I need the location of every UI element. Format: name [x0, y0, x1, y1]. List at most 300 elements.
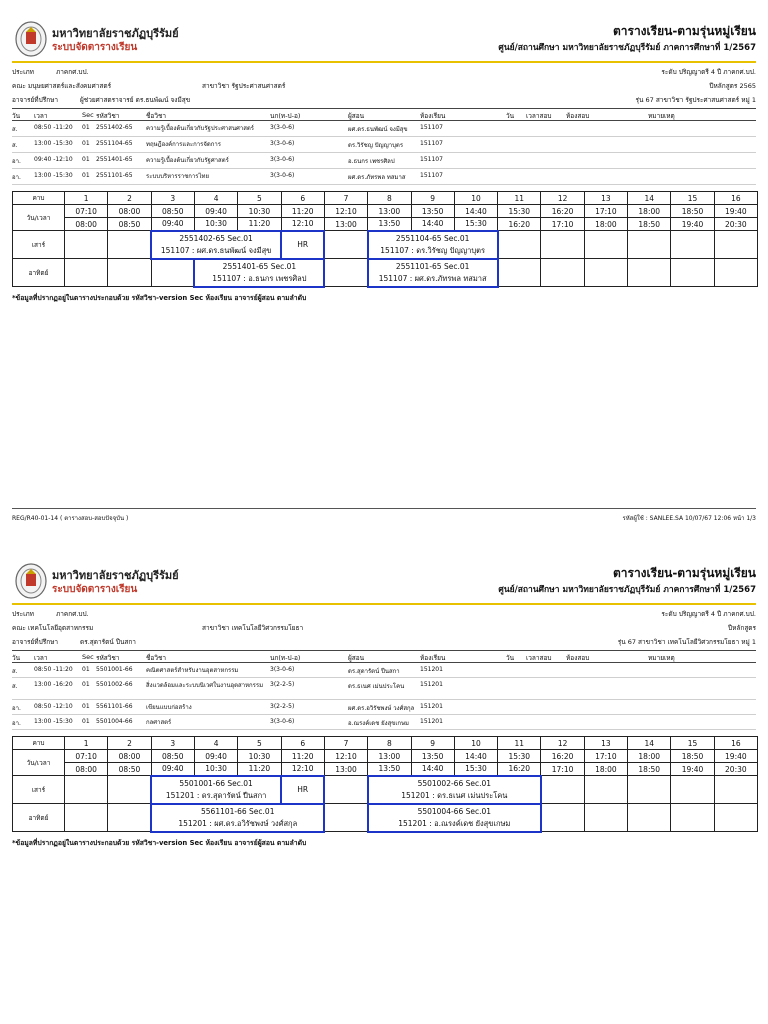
period-start-time: 13:00	[368, 205, 411, 218]
period-start-time: 11:20	[281, 205, 324, 218]
system-name: ระบบจัดตารางเรียน	[52, 584, 138, 595]
col-room: ห้องเรียน	[420, 112, 446, 120]
cohort-text: รุ่น 67 สาขาวิชา รัฐประศาสนศาสตร์ หมู่ 1	[635, 96, 756, 104]
course-list	[12, 121, 756, 185]
course-day: ส.	[12, 668, 18, 675]
timetable-grid	[12, 736, 758, 833]
sheet-header	[12, 560, 756, 606]
period-number: 4	[194, 192, 237, 205]
empty-slot	[584, 804, 627, 832]
course-table-header	[12, 650, 756, 663]
col-teacher: ผู้สอน	[348, 112, 365, 120]
homeroom-slot: HR	[281, 231, 324, 259]
schedule-sheet	[12, 18, 756, 303]
period-start-time: 11:20	[281, 750, 324, 763]
empty-slot	[541, 231, 584, 259]
period-end-time: 17:10	[541, 218, 584, 231]
empty-slot	[628, 231, 671, 259]
type-label: ประเภท	[12, 610, 34, 618]
class-block-detail: 151201 : อ.ณรงค์เดช ยังสุขเกษม	[398, 818, 511, 828]
course-hours: 3(2-2-5)	[270, 703, 295, 710]
period-number: 5	[238, 737, 281, 750]
empty-slot	[584, 259, 627, 287]
course-hours: 3(3-0-6)	[270, 666, 295, 673]
period-start-time: 18:50	[671, 205, 714, 218]
course-day: ส.	[12, 683, 18, 690]
empty-slot	[714, 776, 757, 804]
class-block-detail: 151201 : ดร.สุดารัตน์ ปืนสกา	[165, 790, 267, 800]
type-value: ภาคกศ.บป.	[56, 610, 89, 618]
course-teacher: ผศ.ดร.ธนพัฒน์ จงมีสุข	[348, 126, 408, 133]
period-start-time: 07:10	[65, 750, 108, 763]
period-end-time: 14:40	[411, 218, 454, 231]
class-block	[194, 259, 324, 287]
period-start-time: 17:10	[584, 205, 627, 218]
period-number: 8	[368, 192, 411, 205]
class-block	[368, 804, 541, 832]
period-end-time: 18:50	[628, 218, 671, 231]
course-name: ทฤษฎีองค์การและการจัดการ	[146, 141, 221, 148]
period-start-time: 14:40	[454, 205, 497, 218]
period-number: 2	[108, 737, 151, 750]
course-code: 2551401-65	[96, 156, 133, 163]
cohort-text: รุ่น 67 สาขาวิชา เทคโนโลยีวิศวกรรมโยธา หมู่ 1	[617, 638, 756, 646]
page-footer	[12, 508, 756, 520]
course-row	[12, 700, 756, 715]
course-row	[12, 678, 756, 700]
period-end-time: 08:50	[108, 763, 151, 776]
col-code: รหัสวิชา	[96, 112, 120, 120]
period-end-time: 13:00	[324, 763, 367, 776]
document-subtitle: ศูนย์/สถานศึกษา มหาวิทยาลัยราชภัฏบุรีรัมย์ ภาคการศึกษาที่ 1/2567	[498, 585, 756, 595]
period-end-time: 12:10	[281, 218, 324, 231]
empty-slot	[65, 776, 108, 804]
period-start-time: 19:40	[714, 205, 757, 218]
empty-slot	[714, 804, 757, 832]
class-block	[368, 776, 541, 804]
period-start-time: 18:00	[628, 750, 671, 763]
course-teacher: ดร.ธเนศ เม่นประโคน	[348, 683, 405, 690]
course-day: อา.	[12, 174, 21, 181]
course-name: สิ่งแวดล้อมและระบบนิเวศในงานอุตสาหกรรม	[146, 682, 264, 689]
col-hours: นก(ท-ป-อ)	[270, 654, 301, 662]
daytime-label: วัน/เวลา	[13, 750, 65, 776]
course-name: กลศาสตร์	[146, 719, 172, 726]
type-label: ประเภท	[12, 68, 34, 76]
advisor-label: อาจารย์ที่ปรึกษา	[12, 96, 59, 104]
course-room: 151201	[420, 666, 443, 673]
type-value: ภาคกศ.บป.	[56, 68, 89, 76]
course-sec: 01	[82, 666, 90, 673]
course-time: 08:50 -11:20	[34, 666, 73, 673]
course-day: อา.	[12, 720, 21, 727]
sheet-header	[12, 18, 756, 64]
period-start-time: 08:50	[151, 750, 194, 763]
period-start-time: 15:30	[498, 205, 541, 218]
footer-user-info: รหัสผู้ใช้ : SANLEE.SA 10/07/67 12:06 หน้า 1/3	[622, 515, 756, 522]
col-name: ชื่อวิชา	[146, 654, 167, 662]
period-end-time: 12:10	[281, 763, 324, 776]
period-start-time: 08:50	[151, 205, 194, 218]
system-name: ระบบจัดตารางเรียน	[52, 42, 138, 53]
period-end-time: 11:20	[238, 218, 281, 231]
col-time: เวลา	[34, 112, 48, 120]
col-day: วัน	[12, 112, 21, 120]
level-text: ระดับ ปริญญาตรี 4 ปี ภาคกศ.บป.	[661, 68, 756, 76]
period-start-time: 08:00	[108, 750, 151, 763]
period-start-time: 13:50	[411, 205, 454, 218]
course-code: 5501004-66	[96, 718, 133, 725]
course-sec: 01	[82, 172, 90, 179]
period-number: 13	[584, 737, 627, 750]
empty-slot	[541, 804, 584, 832]
document-title: ตารางเรียน-ตามรุ่นหมู่เรียน	[612, 24, 756, 38]
empty-slot	[65, 231, 108, 259]
empty-slot	[108, 231, 151, 259]
course-room: 151201	[420, 703, 443, 710]
empty-slot	[584, 776, 627, 804]
course-time: 08:50 -11:20	[34, 124, 73, 131]
info-row-advisor	[12, 92, 756, 106]
class-block-code: 2551101-65 Sec.01	[395, 261, 470, 271]
empty-slot	[584, 231, 627, 259]
period-end-time: 20:30	[714, 218, 757, 231]
period-number: 12	[541, 192, 584, 205]
empty-slot	[498, 259, 541, 287]
document-subtitle: ศูนย์/สถานศึกษา มหาวิทยาลัยราชภัฏบุรีรัมย์ ภาคการศึกษาที่ 1/2567	[498, 43, 756, 53]
empty-slot	[671, 231, 714, 259]
period-number: 14	[628, 737, 671, 750]
course-name: ความรู้เบื้องต้นเกี่ยวกับรัฐประศาสนศาสตร์	[146, 125, 255, 132]
class-block-detail: 151201 : ดร.ธเนศ เม่นประโคน	[401, 790, 508, 800]
class-block	[151, 231, 281, 259]
empty-slot	[671, 776, 714, 804]
header-divider	[12, 61, 756, 63]
course-day: ส.	[12, 142, 18, 149]
course-row	[12, 153, 756, 169]
period-end-time: 16:20	[498, 763, 541, 776]
class-block	[151, 776, 281, 804]
day-sunday: อาทิตย์	[13, 804, 65, 832]
period-end-time: 13:50	[368, 218, 411, 231]
col-name: ชื่อวิชา	[146, 112, 167, 120]
period-number: 2	[108, 192, 151, 205]
period-end-time: 19:40	[671, 763, 714, 776]
period-end-time: 19:40	[671, 218, 714, 231]
class-block-code: 2551401-65 Sec.01	[222, 261, 297, 271]
major-text: สาขาวิชา เทคโนโลยีวิศวกรรมโยธา	[202, 624, 304, 632]
course-row	[12, 169, 756, 185]
course-hours: 3(2-2-5)	[270, 681, 295, 688]
course-sec: 01	[82, 718, 90, 725]
period-end-time: 08:00	[65, 763, 108, 776]
empty-slot	[714, 231, 757, 259]
period-start-time: 13:50	[411, 750, 454, 763]
empty-slot	[628, 259, 671, 287]
class-block-detail: 151201 : ผศ.ดร.อวิรัชพงษ์ วงศ์สกุล	[178, 818, 298, 828]
course-hours: 3(3-0-6)	[270, 172, 295, 179]
period-start-time: 12:10	[324, 750, 367, 763]
period-label: คาบ	[13, 737, 65, 750]
homeroom-slot: HR	[281, 776, 324, 804]
course-hours: 3(3-0-6)	[270, 140, 295, 147]
course-code: 5501002-66	[96, 681, 133, 688]
class-block-detail: 151107 : ผศ.ดร.ธนพัฒน์ จงมีสุข	[160, 245, 272, 255]
period-end-time: 11:20	[238, 763, 281, 776]
course-time: 13:00 -15:30	[34, 140, 73, 147]
period-number: 5	[238, 192, 281, 205]
class-block-code: 5501002-66 Sec.01	[417, 778, 492, 788]
university-seal-icon	[14, 562, 48, 600]
period-start-time: 16:20	[541, 205, 584, 218]
period-start-time: 08:00	[108, 205, 151, 218]
period-start-time: 10:30	[238, 205, 281, 218]
faculty-text: คณะ เทคโนโลยีอุตสาหกรรม	[12, 624, 94, 632]
period-number: 1	[65, 737, 108, 750]
class-block-detail: 151107 : ดร.วิรัชญ ปัญญาบุตร	[380, 245, 486, 255]
period-label: คาบ	[13, 192, 65, 205]
course-room: 151107	[420, 140, 443, 147]
col-exam-room: ห้องสอบ	[566, 654, 590, 662]
class-block-detail: 151107 : ผศ.ดร.ภัทรพล ทสมาส	[378, 273, 487, 283]
course-time: 13:00 -15:30	[34, 172, 73, 179]
course-time: 13:00 -16:20	[34, 681, 73, 688]
period-end-time: 16:20	[498, 218, 541, 231]
empty-slot	[324, 776, 367, 804]
period-number: 6	[281, 737, 324, 750]
course-row	[12, 663, 756, 678]
empty-slot	[671, 259, 714, 287]
period-end-time: 15:30	[454, 763, 497, 776]
period-number: 11	[498, 192, 541, 205]
empty-slot	[324, 259, 367, 287]
col-exam-day: วัน	[506, 112, 515, 120]
course-name: เขียนแบบก่อสร้าง	[146, 704, 192, 711]
course-day: ส.	[12, 126, 18, 133]
course-list	[12, 663, 756, 730]
period-number: 9	[411, 192, 454, 205]
period-end-time: 14:40	[411, 763, 454, 776]
period-start-time: 15:30	[498, 750, 541, 763]
day-sunday: อาทิตย์	[13, 259, 65, 287]
course-row	[12, 137, 756, 153]
period-number: 14	[628, 192, 671, 205]
period-start-time: 13:00	[368, 750, 411, 763]
period-number: 10	[454, 737, 497, 750]
class-block-detail: 151107 : อ.ธนกร เพชรศิลป	[212, 273, 307, 283]
col-code: รหัสวิชา	[96, 654, 120, 662]
period-number: 11	[498, 737, 541, 750]
course-room: 151107	[420, 124, 443, 131]
period-end-time: 18:50	[628, 763, 671, 776]
class-block	[368, 231, 498, 259]
empty-slot	[65, 804, 108, 832]
course-teacher: ดร.สุดารัตน์ ปืนสกา	[348, 668, 400, 675]
course-row	[12, 715, 756, 730]
faculty-text: คณะ มนุษยศาสตร์และสังคมศาสตร์	[12, 82, 112, 90]
empty-slot	[628, 804, 671, 832]
course-row	[12, 121, 756, 137]
course-teacher: ผศ.ดร.ภัทรพล ทสมาส	[348, 174, 406, 181]
col-remark: หมายเหตุ	[648, 112, 675, 120]
empty-slot	[541, 259, 584, 287]
info-row-type	[12, 606, 756, 620]
course-teacher: อ.ธนกร เพชรศิลป	[348, 158, 395, 165]
course-room: 151107	[420, 156, 443, 163]
period-start-time: 10:30	[238, 750, 281, 763]
course-hours: 3(3-0-6)	[270, 718, 295, 725]
curriculum-text: ปีหลักสูตร 2565	[709, 82, 756, 90]
col-time: เวลา	[34, 654, 48, 662]
course-hours: 3(3-0-6)	[270, 124, 295, 131]
info-row-type	[12, 64, 756, 78]
col-day: วัน	[12, 654, 21, 662]
course-room: 151107	[420, 172, 443, 179]
period-start-time: 16:20	[541, 750, 584, 763]
col-exam-day: วัน	[506, 654, 515, 662]
schedule-sheet	[12, 560, 756, 848]
course-room: 151201	[420, 718, 443, 725]
course-name: ความรู้เบื้องต้นเกี่ยวกับรัฐศาสตร์	[146, 157, 229, 164]
course-sec: 01	[82, 140, 90, 147]
period-end-time: 08:50	[108, 218, 151, 231]
period-start-time: 12:10	[324, 205, 367, 218]
header-divider	[12, 603, 756, 605]
course-room: 151201	[420, 681, 443, 688]
empty-slot	[541, 776, 584, 804]
period-end-time: 09:40	[151, 218, 194, 231]
period-end-time: 15:30	[454, 218, 497, 231]
period-start-time: 18:50	[671, 750, 714, 763]
period-start-time: 19:40	[714, 750, 757, 763]
course-teacher: ผศ.ดร.อวิรัชพงษ์ วงศ์สกุล	[348, 705, 415, 712]
period-end-time: 13:00	[324, 218, 367, 231]
period-number: 15	[671, 737, 714, 750]
empty-slot	[65, 259, 108, 287]
empty-slot	[108, 804, 151, 832]
period-number: 8	[368, 737, 411, 750]
university-seal-icon	[14, 20, 48, 58]
advisor-label: อาจารย์ที่ปรึกษา	[12, 638, 59, 646]
col-sec: Sec	[82, 111, 94, 119]
period-number: 9	[411, 737, 454, 750]
daytime-label: วัน/เวลา	[13, 205, 65, 231]
period-number: 7	[324, 192, 367, 205]
period-number: 3	[151, 737, 194, 750]
course-sec: 01	[82, 703, 90, 710]
col-sec: Sec	[82, 653, 94, 661]
table-note: *ข้อมูลที่ปรากฏอยู่ในตารางประกอบด้วย รหัสวิชา-version Sec ห้องเรียน อาจารย์ผู้สอน ตามลำดับ	[12, 293, 307, 302]
class-block-code: 5561101-66 Sec.01	[201, 806, 275, 816]
class-block-code: 5501004-66 Sec.01	[417, 806, 492, 816]
col-hours: นก(ท-ป-อ)	[270, 112, 301, 120]
info-row-advisor	[12, 634, 756, 648]
empty-slot	[108, 776, 151, 804]
university-name: มหาวิทยาลัยราชภัฏบุรีรัมย์	[52, 27, 179, 40]
course-teacher: ดร.วิรัชญ ปัญญาบุตร	[348, 142, 404, 149]
period-number: 7	[324, 737, 367, 750]
day-saturday: เสาร์	[13, 776, 65, 804]
empty-slot	[628, 776, 671, 804]
course-table-header	[12, 108, 756, 121]
period-number: 12	[541, 737, 584, 750]
period-start-time: 18:00	[628, 205, 671, 218]
course-code: 2551101-65	[96, 172, 133, 179]
major-text: สาขาวิชา รัฐประศาสนศาสตร์	[202, 82, 286, 90]
period-end-time: 10:30	[194, 763, 237, 776]
col-teacher: ผู้สอน	[348, 654, 365, 662]
course-code: 2551402-65	[96, 124, 133, 131]
period-end-time: 08:00	[65, 218, 108, 231]
period-number: 1	[65, 192, 108, 205]
empty-slot	[151, 259, 194, 287]
period-number: 16	[714, 192, 757, 205]
course-code: 5501001-66	[96, 666, 133, 673]
course-name: ระบบบริหารราชการไทย	[146, 173, 210, 180]
period-number: 13	[584, 192, 627, 205]
empty-slot	[324, 804, 367, 832]
period-number: 15	[671, 192, 714, 205]
period-number: 6	[281, 192, 324, 205]
footer-report-code: REG/R40-01-14 ( ตารางสอบ-สอบปัจจุบัน )	[12, 515, 129, 522]
course-code: 2551104-65	[96, 140, 133, 147]
col-exam-room: ห้องสอบ	[566, 112, 590, 120]
period-start-time: 17:10	[584, 750, 627, 763]
course-time: 08:50 -12:10	[34, 703, 73, 710]
course-day: อา.	[12, 705, 21, 712]
col-exam-time: เวลาสอบ	[526, 112, 552, 120]
period-end-time: 17:10	[541, 763, 584, 776]
period-end-time: 13:50	[368, 763, 411, 776]
empty-slot	[324, 231, 367, 259]
empty-slot	[714, 259, 757, 287]
class-block-code: 2551104-65 Sec.01	[395, 233, 470, 243]
period-start-time: 14:40	[454, 750, 497, 763]
col-remark: หมายเหตุ	[648, 654, 675, 662]
course-name: คณิตศาสตร์สำหรับงานอุตสาหกรรม	[146, 667, 239, 674]
period-start-time: 07:10	[65, 205, 108, 218]
class-block-code: 2551402-65 Sec.01	[179, 233, 253, 243]
period-end-time: 18:00	[584, 763, 627, 776]
empty-slot	[671, 804, 714, 832]
course-time: 13:00 -15:30	[34, 718, 73, 725]
curriculum-text: ปีหลักสูตร	[727, 624, 756, 632]
course-teacher: อ.ณรงค์เดช ยังสุขเกษม	[348, 720, 409, 727]
course-sec: 01	[82, 681, 90, 688]
info-row-faculty	[12, 620, 756, 634]
course-sec: 01	[82, 156, 90, 163]
period-number: 3	[151, 192, 194, 205]
period-end-time: 18:00	[584, 218, 627, 231]
class-block	[368, 259, 498, 287]
period-number: 4	[194, 737, 237, 750]
course-day: อา.	[12, 158, 21, 165]
empty-slot	[498, 231, 541, 259]
period-end-time: 09:40	[151, 763, 194, 776]
advisor-name: ผู้ช่วยศาสตราจารย์ ดร.ธนพัฒน์ จงมีสุข	[80, 96, 191, 104]
period-start-time: 09:40	[194, 750, 237, 763]
col-exam-time: เวลาสอบ	[526, 654, 552, 662]
info-row-faculty	[12, 78, 756, 92]
course-code: 5561101-66	[96, 703, 133, 710]
course-time: 09:40 -12:10	[34, 156, 73, 163]
document-title: ตารางเรียน-ตามรุ่นหมู่เรียน	[612, 566, 756, 580]
university-name: มหาวิทยาลัยราชภัฏบุรีรัมย์	[52, 569, 179, 582]
period-number: 10	[454, 192, 497, 205]
period-end-time: 20:30	[714, 763, 757, 776]
advisor-name: ดร.สุดารัตน์ ปืนสกา	[80, 638, 136, 646]
timetable-grid	[12, 191, 758, 288]
